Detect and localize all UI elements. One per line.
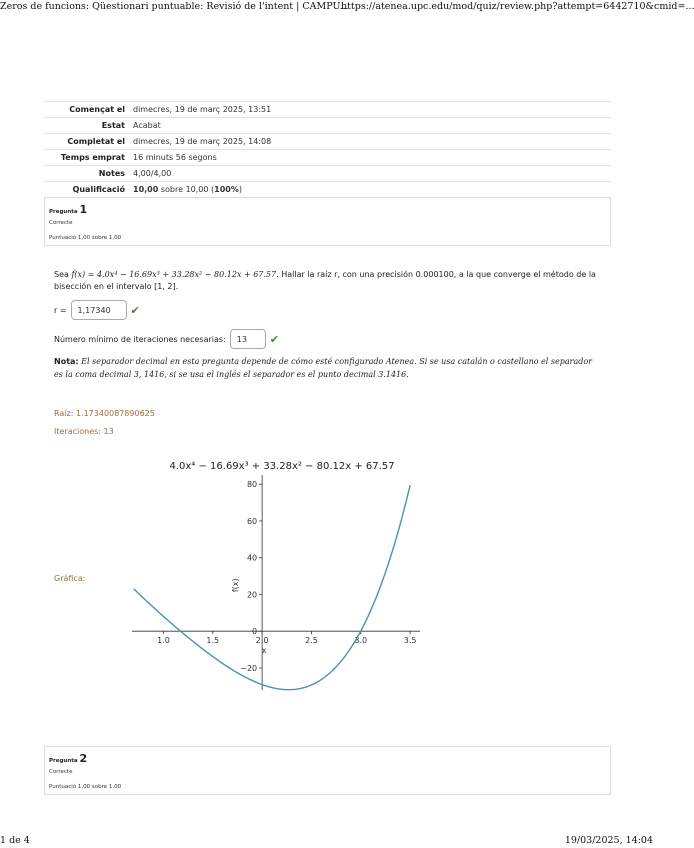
y-tick-label: 80 xyxy=(246,480,258,490)
x-tick-label: 3.5 xyxy=(403,636,417,646)
y-tick-label: 60 xyxy=(246,516,258,526)
grade-row: Qualificació 10,00 sobre 10,00 (100%) xyxy=(44,182,611,198)
y-tick-label: 20 xyxy=(246,590,258,600)
summary-row: Començat el dimecres, 19 de març 2025, 13:51 xyxy=(44,102,611,118)
grade-score: 10,00 xyxy=(133,185,159,194)
page-url[interactable]: https://atenea.upc.edu/mod/quiz/review.php?attempt=6442710&cmid=... xyxy=(341,1,694,12)
iterations-answer-row xyxy=(54,329,279,349)
question-status: Correcte xyxy=(49,769,73,775)
y-tick-label: 40 xyxy=(246,553,258,563)
question-label: Pregunta xyxy=(49,209,78,215)
summary-row: Estat Acabat xyxy=(44,118,611,134)
y-tick-label: 0 xyxy=(252,627,258,637)
y-axis-label: f(x) xyxy=(231,578,241,593)
question-label: Pregunta xyxy=(49,758,78,764)
iterations-label: Número mínimo de iteraciones necesarias: xyxy=(54,334,226,344)
x-tick-label: 3.0 xyxy=(354,636,368,646)
feedback-graph-label: Gráfica: xyxy=(54,574,86,583)
quiz-summary-table xyxy=(44,101,611,198)
question-2-info xyxy=(44,746,611,795)
correct-check-icon: ✔ xyxy=(130,303,140,317)
feedback-root: Raíz: 1.17340087890625 xyxy=(54,409,155,418)
question-text: Sea f(x) = 4.0x⁴ − 16.69x³ + 33.28x² − 80.12x + 67.57. Hallar la raíz r, con una precisión 0.000100, a la que converge el método de la bisección en el intervalo [1, 2]. xyxy=(54,270,596,291)
summary-row: Temps emprat 16 minuts 56 segons xyxy=(44,150,611,166)
x-tick-label: 2.0 xyxy=(255,636,269,646)
summary-row: Notes 4,00/4,00 xyxy=(44,166,611,182)
r-label: r = xyxy=(54,305,67,315)
question-number: 2 xyxy=(79,752,88,765)
x-axis-label: x xyxy=(261,646,267,656)
function-chart xyxy=(110,455,430,700)
grade-pct: 100% xyxy=(214,185,239,194)
iterations-answer-input[interactable]: 13 xyxy=(230,329,266,349)
feedback-iterations: Iteraciones: 13 xyxy=(54,427,114,436)
question-mark: Puntuació 1,00 sobre 1,00 xyxy=(49,235,122,241)
chart-title: 4.0x⁴ − 16.69x³ + 33.28x² − 80.12x + 67.57 xyxy=(169,461,395,472)
x-tick-label: 2.5 xyxy=(305,636,318,646)
summary-row: Completat el dimecres, 19 de març 2025, 14:08 xyxy=(44,134,611,150)
question-1-info xyxy=(44,197,611,246)
print-datetime: 19/03/2025, 14:04 xyxy=(564,835,653,846)
r-answer-input[interactable]: 1,17340 xyxy=(71,300,127,320)
x-tick-label: 1.0 xyxy=(157,636,170,646)
decimal-note: Nota: El separador decimal en esta pregunta depende de cómo esté configurado Atenea. Si se usa catalán o castellano el separador es la coma decimal 3, 1416, si se usa el inglés el separador es el punto decimal 3.1416. xyxy=(54,357,592,379)
correct-check-icon: ✔ xyxy=(269,332,279,346)
page-title: Zeros de funcions: Qüestionari puntuable: Revisió de l'intent | CAMPU... xyxy=(0,1,349,12)
print-header xyxy=(0,0,694,14)
print-footer xyxy=(0,834,655,848)
question-number: 1 xyxy=(79,203,88,216)
r-answer-row xyxy=(54,300,140,320)
function-curve xyxy=(134,485,410,690)
question-status: Correcte xyxy=(49,220,73,226)
question-mark: Puntuació 1,00 sobre 1,00 xyxy=(49,784,122,790)
grade-out-of: sobre 10,00 xyxy=(160,185,209,194)
function-formula: f(x) = 4.0x⁴ − 16.69x³ + 33.28x² − 80.12x + 67.57 xyxy=(71,270,277,279)
page-number: 1 de 4 xyxy=(0,835,30,846)
y-tick-label: −20 xyxy=(240,663,258,673)
x-tick-label: 1.5 xyxy=(206,636,220,646)
